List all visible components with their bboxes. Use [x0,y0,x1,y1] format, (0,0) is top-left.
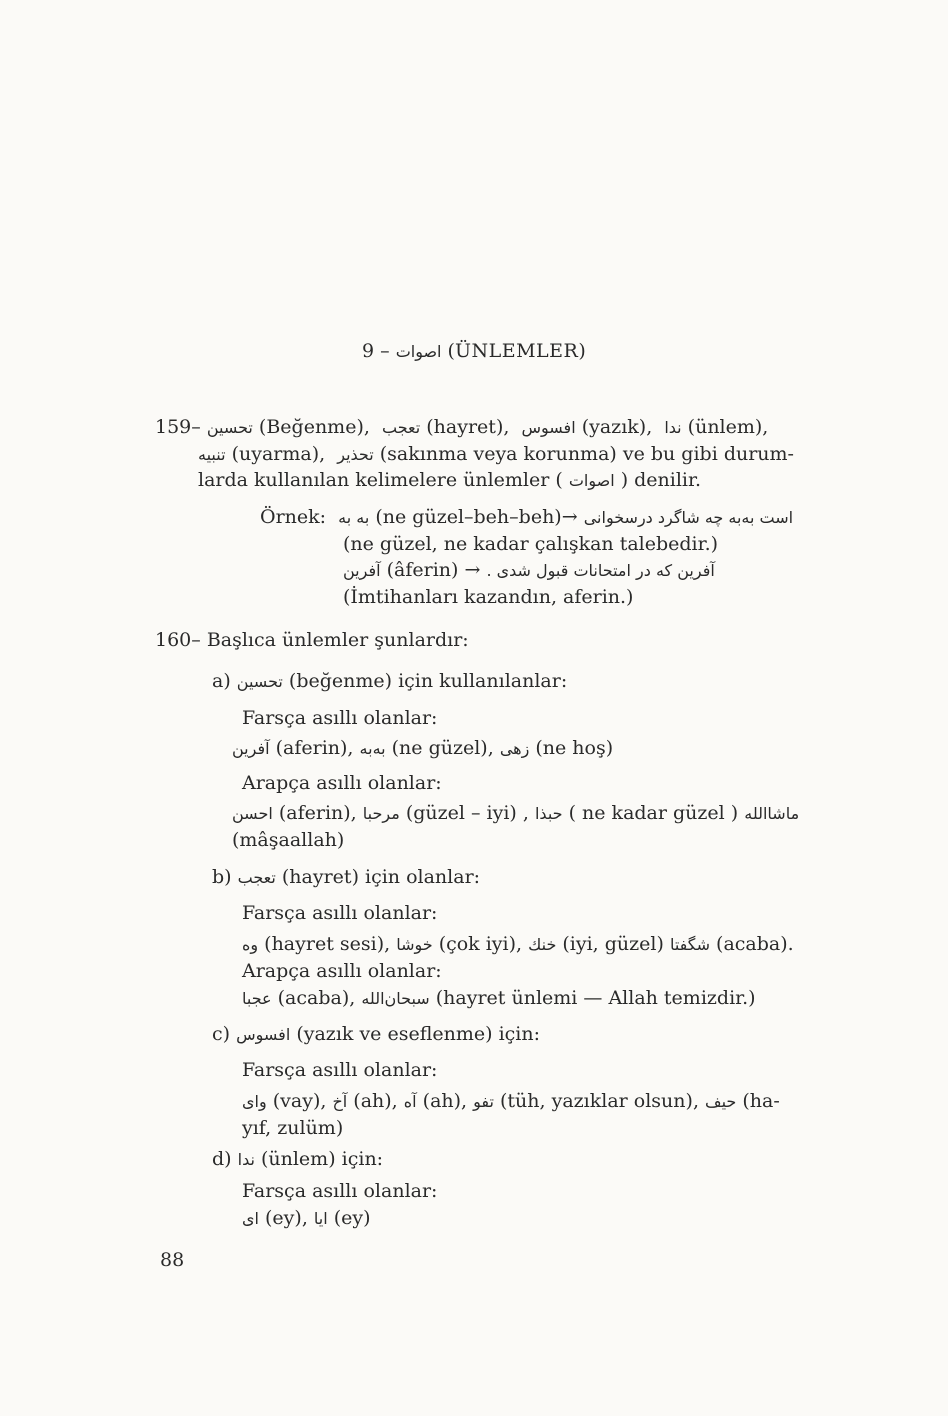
arabic-word: تحسين [206,418,253,437]
item-b-farsca: Farsça asıllı olanlar: [242,902,438,924]
arabic-word: تحسين [236,672,283,691]
text-span: (ne hoş) [535,737,614,759]
para-160-intro [155,627,469,653]
arabic-word: اى [242,1209,259,1228]
text-span: (güzel – iyi) , [405,802,529,824]
example-row1 [260,504,793,531]
arabic-word: آخ [332,1092,348,1111]
item-c-continuation: yıf, zulüm) [242,1117,344,1139]
arabic-sentence: است به‌به چه شاگرد درسخوانی [583,508,794,527]
arabic-word: آفرين [343,561,381,580]
arabic-word: واى [242,1092,267,1111]
example-row4: (İmtihanları kazandın, aferin.) [343,586,634,608]
text-span: (hayret) için olanlar: [281,866,481,888]
para-160-label: 160– [155,629,201,651]
text-span: (hayret ünlemi — Allah temizdir.) [435,987,756,1009]
arabic-word: تنبيه [198,445,226,464]
text-span: (vay), [272,1090,327,1112]
text-span: (çok iyi), [438,933,523,955]
arabic-word: خوشا [396,935,433,954]
item-letter: c) [212,1023,231,1045]
text-span: (ne güzel), [391,737,494,759]
text-span: (ünlem) için: [260,1148,384,1170]
text-span: (tüh, yazıklar olsun), [500,1090,699,1112]
arabic-word: عجبا [242,989,272,1008]
arabic-word: تعجب [237,868,276,887]
item-a-farsca-words [232,735,613,762]
arabic-word: به به [338,508,370,527]
text-span: (uyarma), [231,443,326,465]
arabic-word: ندا [664,418,682,437]
item-b-heading [212,864,480,891]
text-span: ( ne kadar güzel ) [568,802,739,824]
arabic-word: تفو [473,1092,494,1111]
item-b-farsca-words [242,931,794,958]
text-span: (yazık ve eseflenme) için: [296,1023,540,1045]
example-row3 [343,557,715,584]
text-span: larda kullanılan kelimelere ünlemler ( [198,469,563,491]
text-span: (iyi, güzel) [562,933,664,955]
text-span: (ah), [422,1090,468,1112]
item-b-arapca: Arapça asıllı olanlar: [242,960,442,982]
page-number: 88 [160,1249,185,1271]
para-159-line1 [155,414,768,441]
heading-arabic: اصوات [395,342,442,361]
heading-number: 9 – [362,340,390,362]
item-c-heading [212,1021,540,1048]
item-a-farsca: Farsça asıllı olanlar: [242,707,438,729]
item-c-farsca-words [242,1088,780,1115]
para-159-line2 [198,441,794,468]
item-a-arapca: Arapça asıllı olanlar: [242,772,442,794]
arabic-word: سبحان‌الله [361,989,430,1008]
arabic-word: افسوس [236,1025,291,1044]
text-span: (Beğenme), [258,416,370,438]
arabic-word: احسن [232,804,273,823]
heading-latin: (ÜNLEMLER) [447,340,586,362]
text-span: (ey), [265,1207,308,1229]
item-d-farsca-words [242,1205,371,1232]
item-d-heading [212,1146,383,1173]
arabic-word: افسوس [521,418,576,437]
text-span: (ha- [742,1090,780,1112]
arabic-word: حبذا [534,804,563,823]
arabic-word: حيف [705,1092,737,1111]
chapter-heading [362,338,586,365]
text-span: (acaba). [716,933,794,955]
arabic-word: به‌به [359,739,386,758]
text-span: (sakınma veya korunma) ve bu gibi durum- [379,443,794,465]
arabic-word: آه [403,1092,417,1111]
arabic-word: مرحبا [362,804,400,823]
arabic-word: شگفتا [669,935,710,954]
text-span: (aferin), [278,802,357,824]
text-span: (beğenme) için kullanılanlar: [288,670,568,692]
para-159-line3 [198,467,701,494]
arabic-sentence: . آفرين كه در امتحانات قبول شدى [486,561,715,580]
item-letter: a) [212,670,231,692]
text-span: (ünlem), [687,416,769,438]
item-b-arapca-words [242,985,756,1012]
text-span: (yazık), [581,416,653,438]
arabic-word: ماشاالله [744,804,800,823]
arabic-word: آفرين [232,739,270,758]
arabic-word: تحذير [337,445,374,464]
arabic-word: ندا [237,1150,255,1169]
text-span: (hayret sesi), [264,933,391,955]
text-span: (acaba), [277,987,356,1009]
example-label: Örnek: [260,506,327,528]
text-span: ) denilir. [620,469,702,491]
item-a-arapca-words [232,800,799,827]
item-a-mashaallah: (mâşaallah) [232,829,345,851]
item-d-farsca: Farsça asıllı olanlar: [242,1180,438,1202]
item-c-farsca: Farsça asıllı olanlar: [242,1059,438,1081]
arabic-word: زهى [499,739,530,758]
example-row2: (ne güzel, ne kadar çalışkan talebedir.) [343,533,719,555]
text-span: Başlıca ünlemler şunlardır: [206,629,469,651]
text-span: (hayret), [426,416,510,438]
text-span: (ey) [333,1207,371,1229]
para-159-label: 159– [155,416,201,438]
arabic-word: ايا [313,1209,328,1228]
item-a-heading [212,668,567,695]
item-letter: d) [212,1148,232,1170]
text-span: (ne güzel–beh–beh)→ [375,506,578,528]
text-span: (ah), [353,1090,398,1112]
text-span: (aferin), [275,737,354,759]
arabic-word: اصوات [568,471,615,490]
arabic-word: تعجب [382,418,421,437]
arabic-word: وه [242,935,259,954]
text-span: (âferin) → [386,559,481,581]
arabic-word: خنك [528,935,557,954]
item-letter: b) [212,866,232,888]
